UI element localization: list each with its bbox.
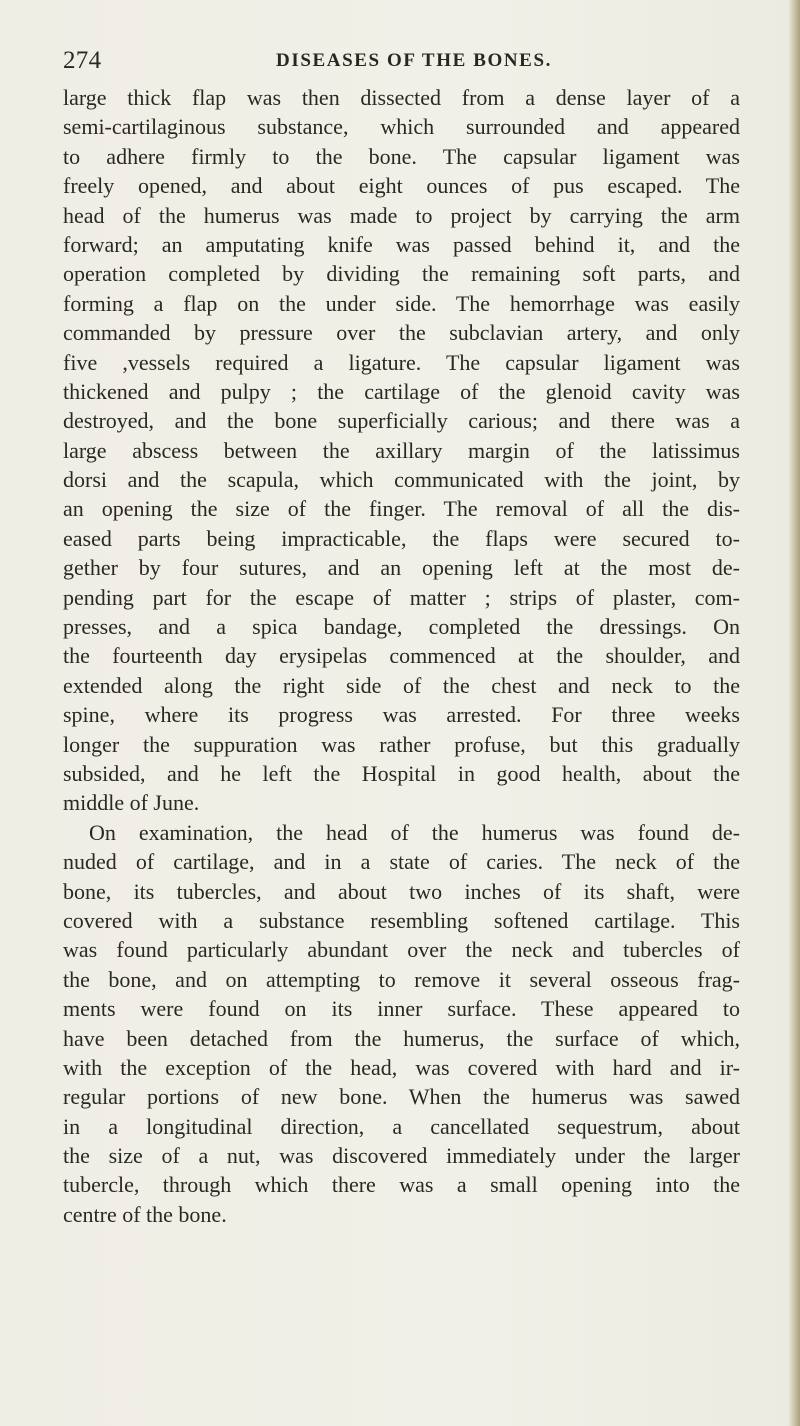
- text-line: dorsi and the scapula, which communicated with the joint, by: [63, 467, 740, 493]
- text-line: destroyed, and the bone superficially carious; and there was a: [63, 408, 740, 434]
- text-line: extended along the right side of the chest and neck to the: [63, 672, 740, 698]
- text-line: subsided, and he left the Hospital in good health, about the: [63, 760, 740, 786]
- text-line: middle of June.: [63, 790, 200, 816]
- text-line: large thick flap was then dissected from a dense layer of a: [63, 85, 740, 110]
- text-line: an opening the size of the finger. The removal of all the dis-: [63, 496, 740, 522]
- page-edge-shadow: [788, 0, 800, 1426]
- text-line: the bone, and on attempting to remove it several osseous frag-: [63, 966, 740, 992]
- text-line: regular portions of new bone. When the humerus was sawed: [63, 1084, 740, 1110]
- paragraph-1: [63, 83, 740, 818]
- text-line: have been detached from the humerus, the surface of which,: [63, 1025, 740, 1051]
- text-line: was found particularly abundant over the neck and tubercles of: [63, 937, 740, 963]
- text-line: to adhere firmly to the bone. The capsular ligament was: [63, 143, 740, 169]
- text-line: tubercle, through which there was a small opening into the: [63, 1172, 740, 1198]
- text-line: eased parts being impracticable, the flaps were secured to-: [63, 525, 740, 551]
- paragraph-2: [63, 818, 740, 1229]
- text-line: forward; an amputating knife was passed behind it, and the: [63, 231, 740, 257]
- text-line: large abscess between the axillary margin of the latissimus: [63, 437, 740, 463]
- text-line: thickened and pulpy ; the cartilage of the glenoid cavity was: [63, 378, 740, 404]
- text-line: pending part for the escape of matter ; strips of plaster, com-: [63, 584, 740, 610]
- text-line: presses, and a spica bandage, completed the dressings. On: [63, 614, 740, 640]
- text-line: commanded by pressure over the subclavian artery, and only: [63, 320, 740, 346]
- body-text: [63, 83, 740, 1229]
- text-line: nuded of cartilage, and in a state of caries. The neck of the: [63, 849, 740, 875]
- text-line: five ,vessels required a ligature. The capsular ligament was: [63, 349, 740, 375]
- running-head: DISEASES OF THE BONES.: [276, 50, 552, 71]
- text-line: spine, where its progress was arrested. For three weeks: [63, 702, 740, 728]
- text-line: centre of the bone.: [63, 1201, 227, 1227]
- page-header: [63, 47, 731, 81]
- text-line: freely opened, and about eight ounces of pus escaped. The: [63, 173, 740, 199]
- text-line: head of the humerus was made to project by carrying the arm: [63, 202, 740, 228]
- text-line: with the exception of the head, was covered with hard and ir-: [63, 1054, 740, 1080]
- text-line: in a longitudinal direction, a cancellated sequestrum, about: [63, 1113, 740, 1139]
- text-line: longer the suppuration was rather profuse, but this gradually: [63, 731, 740, 757]
- text-line: gether by four sutures, and an opening left at the most de-: [63, 555, 740, 581]
- text-line: bone, its tubercles, and about two inches of its shaft, were: [63, 878, 740, 904]
- page-number: 274: [63, 47, 102, 74]
- text-line: forming a flap on the under side. The hemorrhage was easily: [63, 290, 740, 316]
- text-line: semi-cartilaginous substance, which surrounded and appeared: [63, 114, 740, 140]
- text-line: the size of a nut, was discovered immediately under the larger: [63, 1143, 740, 1169]
- text-line: ments were found on its inner surface. These appeared to: [63, 996, 740, 1022]
- text-line: On examination, the head of the humerus was found de-: [89, 819, 740, 845]
- text-line: covered with a substance resembling softened cartilage. This: [63, 907, 740, 933]
- text-line: the fourteenth day erysipelas commenced at the shoulder, and: [63, 643, 740, 669]
- text-line: operation completed by dividing the remaining soft parts, and: [63, 261, 740, 287]
